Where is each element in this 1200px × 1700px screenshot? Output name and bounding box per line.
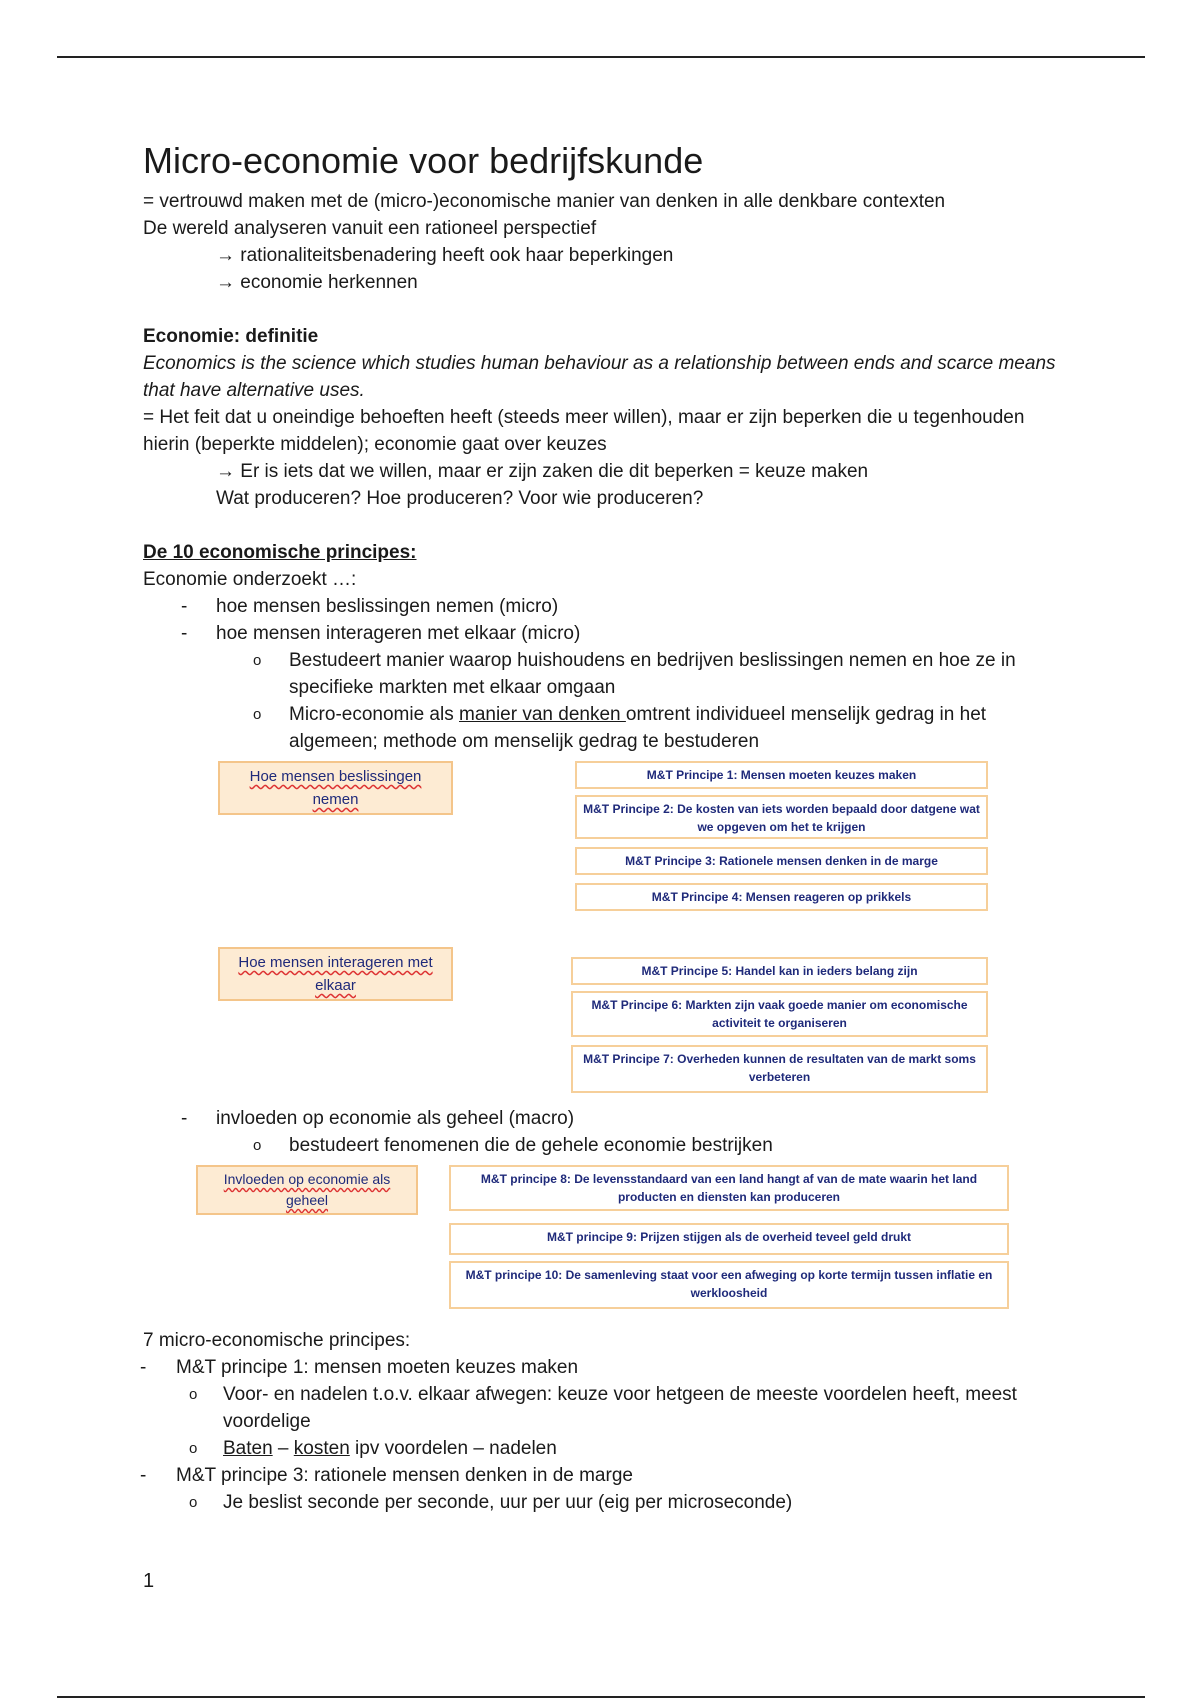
dash-marker: - bbox=[181, 596, 188, 617]
principles-lead: Economie onderzoekt …: bbox=[143, 569, 357, 590]
principle-box-6: M&T Principe 6: Markten zijn vaak goede manier om economische activiteit te organiseren bbox=[571, 991, 988, 1037]
category-box-interact: Hoe mensen interageren met elkaar bbox=[218, 947, 453, 1001]
header-rule bbox=[57, 56, 1145, 58]
list-item: - hoe mensen beslissingen nemen (micro) bbox=[143, 593, 1063, 620]
principle-box-2: M&T Principe 2: De kosten van iets worden bepaald door datgene wat we opgeven om het te krijgen bbox=[575, 795, 988, 839]
sub-list-item: o Voor- en nadelen t.o.v. elkaar afwegen: keuze voor hetgeen de meeste voordelen heeft, meest voordelige bbox=[143, 1381, 1063, 1435]
definition-arrow: → Er is iets dat we willen, maar er zijn zaken die dit beperken = keuze maken bbox=[216, 461, 869, 482]
principles-diagram-micro bbox=[143, 755, 1063, 1105]
sub-list-item: o bestudeert fenomenen die de gehele economie bestrijken bbox=[143, 1132, 1063, 1159]
principles-diagram-macro bbox=[143, 1159, 1063, 1327]
intro-line-2: De wereld analyseren vanuit een rationeel perspectief bbox=[143, 218, 597, 239]
micro-heading: 7 micro-economische principes: bbox=[143, 1330, 411, 1351]
document-body bbox=[140, 140, 1063, 1516]
dash-marker: - bbox=[140, 1465, 147, 1486]
intro-arrow-1: → rationaliteitsbenadering heeft ook haar beperkingen bbox=[216, 245, 674, 266]
list-item: - M&T principe 1: mensen moeten keuzes maken bbox=[140, 1354, 1063, 1381]
sub-list-item: o Bestudeert manier waarop huishoudens en bedrijven beslissingen nemen en hoe ze in specifieke markten met elkaar omgaan bbox=[143, 647, 1063, 701]
list-item: - invloeden op economie als geheel (macro) bbox=[143, 1105, 1063, 1132]
sub-list-item: o Baten – kosten ipv voordelen – nadelen bbox=[143, 1435, 1063, 1462]
list-item: - hoe mensen interageren met elkaar (micro) bbox=[143, 620, 1063, 647]
intro-line-1: = vertrouwd maken met de (micro-)economische manier van denken in alle denkbare contexten bbox=[143, 191, 946, 212]
circle-marker: o bbox=[253, 1137, 262, 1154]
page-number: 1 bbox=[143, 1570, 155, 1592]
principle-box-7: M&T Principe 7: Overheden kunnen de resultaten van de markt soms verbeteren bbox=[571, 1045, 988, 1093]
principle-box-9: M&T principe 9: Prijzen stijgen als de overheid teveel geld drukt bbox=[449, 1223, 1009, 1255]
footer-rule bbox=[57, 1696, 1145, 1698]
circle-marker: o bbox=[189, 1494, 198, 1511]
principle-box-3: M&T Principe 3: Rationele mensen denken in de marge bbox=[575, 847, 988, 875]
dash-marker: - bbox=[181, 1108, 188, 1129]
sub-list-item: o Micro-economie als manier van denken omtrent individueel menselijk gedrag in het algemeen; methode om menselijk gedrag te bestuderen bbox=[143, 701, 1063, 755]
definition-quote: Economics is the science which studies human behaviour as a relationship between ends and scarce means that have alternative uses. bbox=[143, 353, 1056, 401]
dash-marker: - bbox=[181, 623, 188, 644]
definition-explain: = Het feit dat u oneindige behoeften heeft (steeds meer willen), maar er zijn beperken die u tegenhouden hierin (beperkte middelen); economie gaat over keuzes bbox=[143, 407, 1025, 455]
principle-box-1: M&T Principe 1: Mensen moeten keuzes maken bbox=[575, 761, 988, 789]
category-box-macro: Invloeden op economie als geheel bbox=[196, 1165, 418, 1215]
principle-box-4: M&T Principe 4: Mensen reageren op prikkels bbox=[575, 883, 988, 911]
circle-marker: o bbox=[189, 1386, 198, 1403]
principle-box-5: M&T Principe 5: Handel kan in ieders belang zijn bbox=[571, 957, 988, 985]
circle-marker: o bbox=[189, 1440, 198, 1457]
circle-marker: o bbox=[253, 706, 262, 723]
intro-arrow-2: → economie herkennen bbox=[216, 272, 418, 293]
principle-box-8: M&T principe 8: De levensstandaard van een land hangt af van de mate waarin het land producten en diensten kan produceren bbox=[449, 1165, 1009, 1211]
category-box-decisions: Hoe mensen beslissingen nemen bbox=[218, 761, 453, 815]
sub-list-item: o Je beslist seconde per seconde, uur per uur (eig per microseconde) bbox=[143, 1489, 1063, 1516]
page-title: Micro-economie voor bedrijfskunde bbox=[143, 140, 704, 181]
principles-heading: De 10 economische principes: bbox=[143, 542, 417, 563]
definition-questions: Wat produceren? Hoe produceren? Voor wie produceren? bbox=[216, 488, 704, 509]
principle-box-10: M&T principe 10: De samenleving staat voor een afweging op korte termijn tussen inflatie en werkloosheid bbox=[449, 1261, 1009, 1309]
list-item: - M&T principe 3: rationele mensen denken in de marge bbox=[140, 1462, 1063, 1489]
dash-marker: - bbox=[140, 1357, 147, 1378]
circle-marker: o bbox=[253, 652, 262, 669]
definition-heading: Economie: definitie bbox=[143, 326, 319, 347]
